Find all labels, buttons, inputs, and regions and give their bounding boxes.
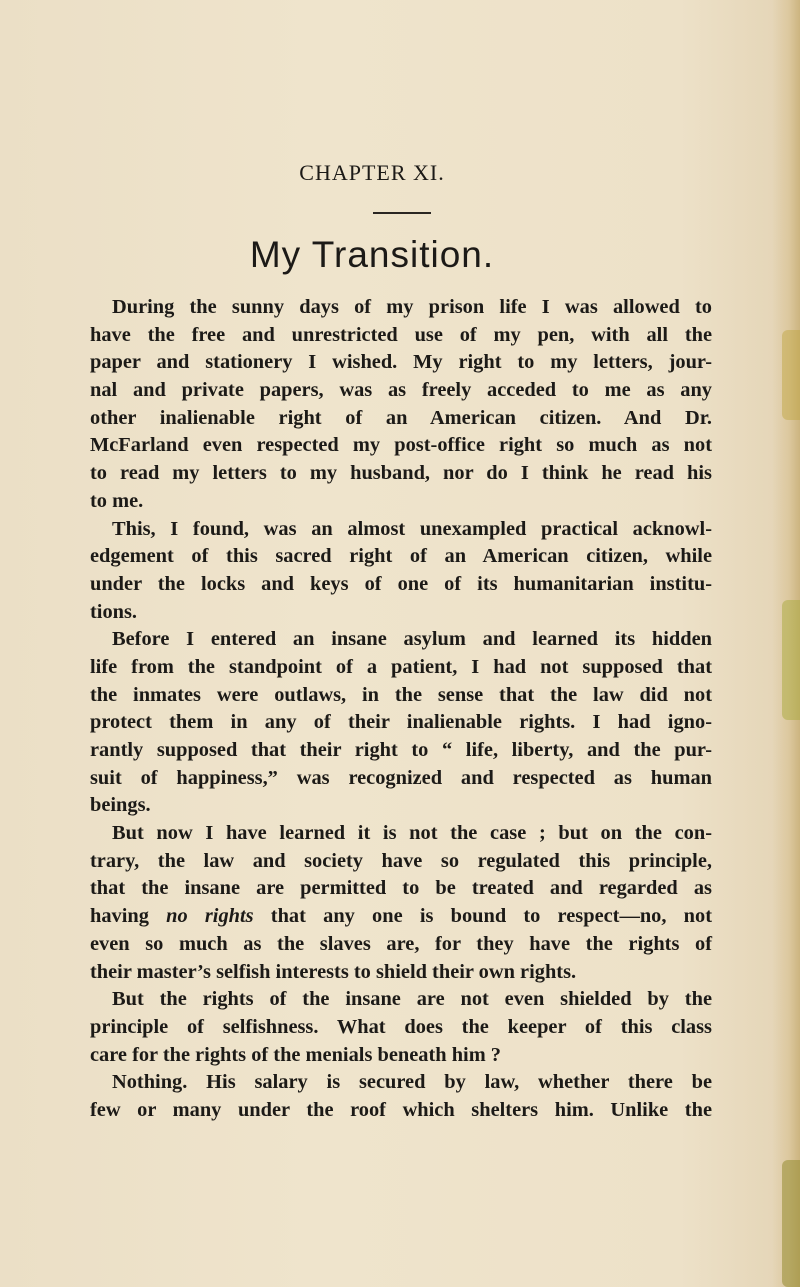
text-line: edgement of this sacred right of an American citizen, while <box>90 545 712 568</box>
text-line: McFarland even respected my post-office right so much as not <box>90 434 712 457</box>
edge-stain <box>782 1160 800 1287</box>
text-line: care for the rights of the menials beneath him ? <box>90 1043 501 1066</box>
text-line: even so much as the slaves are, for they have the rights of <box>90 932 712 955</box>
edge-stain <box>782 330 800 420</box>
text-line: the inmates were outlaws, in the sense that the law did not <box>90 683 712 706</box>
text-line: have the free and unrestricted use of my pen, with all the <box>90 323 712 346</box>
text-line: nal and private papers, was as freely acceded to me as any <box>90 379 712 402</box>
text-line: principle of selfishness. What does the keeper of this class <box>90 1015 712 1038</box>
text-line: few or many under the roof which shelters him. Unlike the <box>90 1098 712 1121</box>
text-line: Nothing. His salary is secured by law, whether there be <box>112 1071 712 1094</box>
text-line: other inalienable right of an American citizen. And Dr. <box>90 406 712 429</box>
text-line: But the rights of the insane are not even shielded by the <box>112 988 712 1011</box>
text-line: to me. <box>90 489 144 512</box>
edge-stain <box>782 600 800 720</box>
text-line: But now I have learned it is not the case ; but on the con- <box>112 822 712 845</box>
chapter-title: My Transition. <box>249 234 495 275</box>
text-line: to read my letters to my husband, nor do I think he read his <box>90 462 712 485</box>
text-line: life from the standpoint of a patient, I had not supposed that <box>90 655 712 678</box>
text-line: Before I entered an insane asylum and learned its hidden <box>112 628 712 651</box>
text-line: This, I found, was an almost unexampled practical acknowl- <box>112 517 712 540</box>
chapter-heading: CHAPTER XI. <box>299 160 445 185</box>
text-line: During the sunny days of my prison life I was allowed to <box>112 296 712 318</box>
text-line: tions. <box>90 600 138 623</box>
text-line: rantly supposed that their right to “ life, liberty, and the pur- <box>90 739 712 761</box>
text-line: beings. <box>90 794 151 817</box>
text-line: suit of happiness,” was recognized and respected as human <box>90 766 712 789</box>
emphasis-text: no rights <box>166 905 254 928</box>
body-text <box>90 294 712 1125</box>
text-line: protect them in any of their inalienable rights. I had igno- <box>90 711 712 734</box>
heading-rule <box>373 212 431 214</box>
text-segment: that any one is bound to respect—no, not <box>253 905 713 928</box>
text-line: that the insane are permitted to be treated and regarded as <box>90 877 712 900</box>
text-line: trary, the law and society have so regulated this principle, <box>90 849 712 872</box>
text-segment: having <box>90 905 167 928</box>
text-line <box>90 903 712 931</box>
text-line: their master’s selfish interests to shield their own rights. <box>90 960 577 983</box>
text-line: paper and stationery I wished. My right to my letters, jour- <box>90 351 712 374</box>
text-line: under the locks and keys of one of its humanitarian institu- <box>90 572 712 595</box>
